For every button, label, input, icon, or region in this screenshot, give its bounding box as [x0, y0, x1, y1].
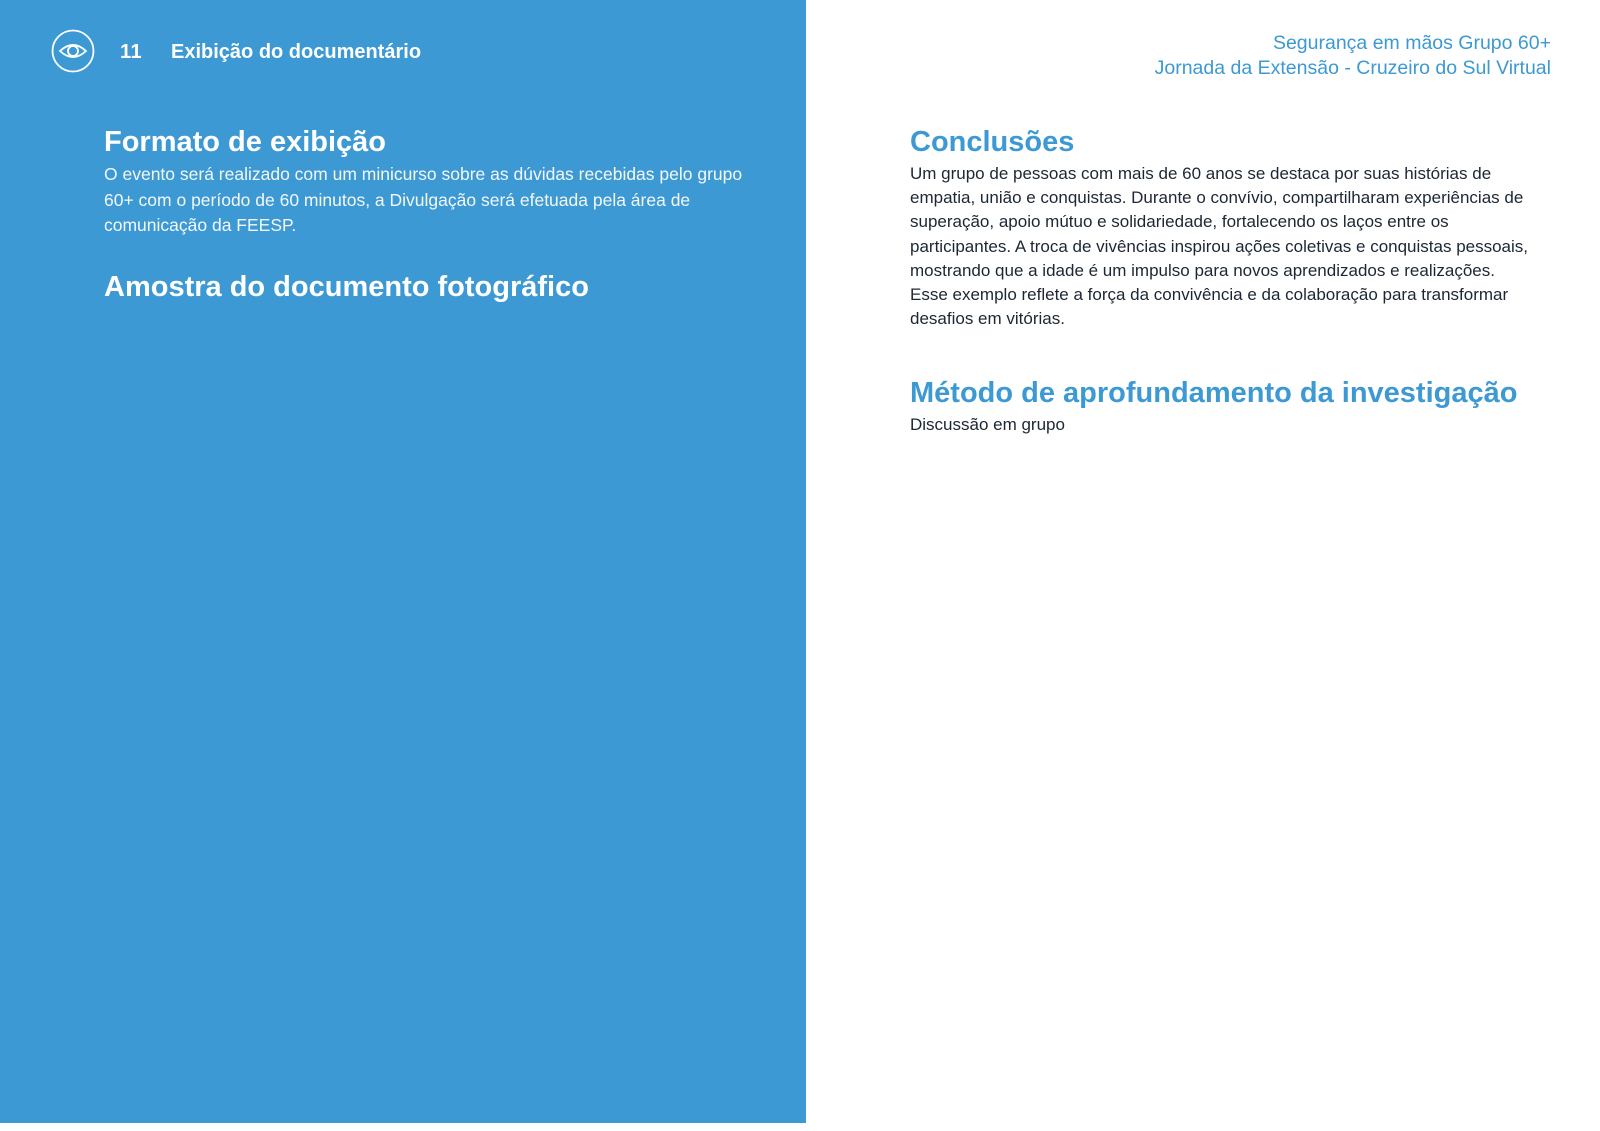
format-body: O evento será realizado com um minicurso sobre as dúvidas recebidas pelo grupo 60+ com o período de 60 minutos, a Divulgação será efetuada pela área de comunicação da FEESP. — [104, 164, 743, 235]
right-white-panel — [806, 0, 1600, 1131]
method-body: Discussão em grupo — [910, 415, 1065, 435]
doc-meta-subtitle: Jornada da Extensão - Cruzeiro do Sul Virtual — [1154, 57, 1551, 79]
right-content — [910, 122, 1530, 438]
conclusions-body: Um grupo de pessoas com mais de 60 anos se destaca por suas histórias de empatia, união e conquistas. Durante o convívio, compartilharam experiências de superação, apoio mútuo e solidariedade, fortalecendo os laços entre os participantes. A troca de vivências inspirou ações coletivas e conquistas pessoais, mostrando que a idade é um impulso para novos aprendizados e realizações. Esse exemplo reflete a força da convivência e da colaboração para transformar desafios em vitórias. — [910, 164, 1529, 329]
method-heading: Método de aprofundamento da investigação — [910, 377, 1518, 410]
section-label: Exibição do documentário — [171, 41, 422, 63]
doc-meta-title: Segurança em mãos Grupo 60+ — [1272, 32, 1551, 54]
page-number: 11 — [120, 41, 143, 63]
eye-icon — [51, 29, 95, 73]
format-heading: Formato de exibição — [104, 126, 387, 158]
document-meta — [1155, 31, 1551, 81]
left-content — [104, 122, 744, 307]
sample-heading: Amostra do documento fotográfico — [104, 270, 589, 303]
conclusions-heading: Conclusões — [910, 126, 1075, 158]
